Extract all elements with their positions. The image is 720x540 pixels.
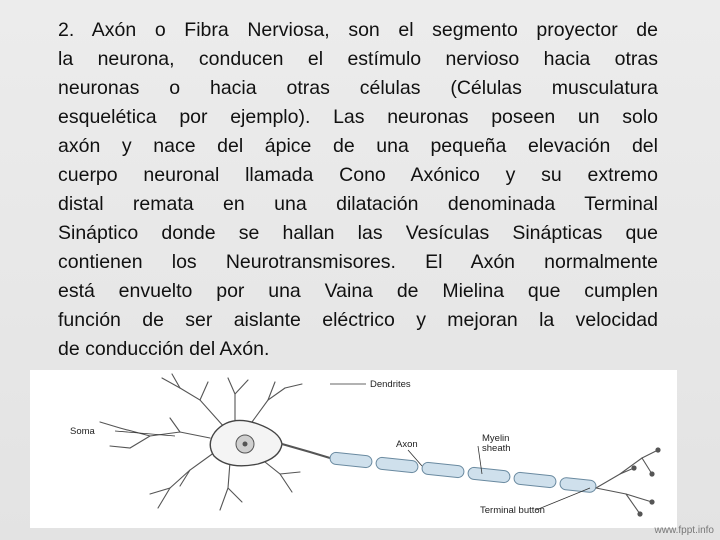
label-sheath: sheath (482, 443, 511, 454)
neuron-diagram (30, 370, 677, 528)
text-line: 2. Axón o Fibra Nerviosa, son el segmento proyector de (58, 19, 658, 41)
label-soma: Soma (70, 426, 95, 437)
label-dendrites: Dendrites (370, 379, 411, 390)
text-line: distal remata en una dilatación denominada Terminal (58, 193, 658, 215)
neuron-illustration (30, 370, 677, 528)
text-line: Sináptico donde se hallan las Vesículas Sinápticas que (58, 222, 658, 244)
text-line: neuronas o hacia otras células (Células musculatura (58, 77, 658, 99)
text-line: de conducción del Axón. (58, 338, 270, 360)
terminal-buttons (631, 447, 660, 516)
text-line: está envuelto por una Vaina de Mielina que cumplen (58, 280, 658, 302)
leader-lines (115, 384, 590, 510)
text-line: axón y nace del ápice de una pequeña elevación del (58, 135, 658, 157)
label-terminal-button: Terminal button (480, 505, 545, 516)
axon-hillock (282, 444, 330, 458)
text-line: esquelética por ejemplo). Las neuronas poseen un solo (58, 106, 658, 128)
myelin-sheath (329, 452, 596, 493)
text-line: contienen los Neurotransmisores. El Axón normalmente (58, 251, 658, 273)
text-line: cuerpo neuronal llamada Cono Axónico y su extremo (58, 164, 658, 186)
label-myelin: Myelin (482, 433, 510, 444)
text-line: la neurona, conducen el estímulo nervioso hacia otras (58, 48, 658, 70)
text-line: función de ser aislante eléctrico y mejoran la velocidad (58, 309, 658, 331)
label-axon: Axon (396, 439, 418, 450)
body-text (58, 16, 658, 364)
nucleolus (243, 442, 248, 447)
axon-terminals (596, 450, 658, 514)
watermark: www.fppt.info (654, 525, 714, 536)
